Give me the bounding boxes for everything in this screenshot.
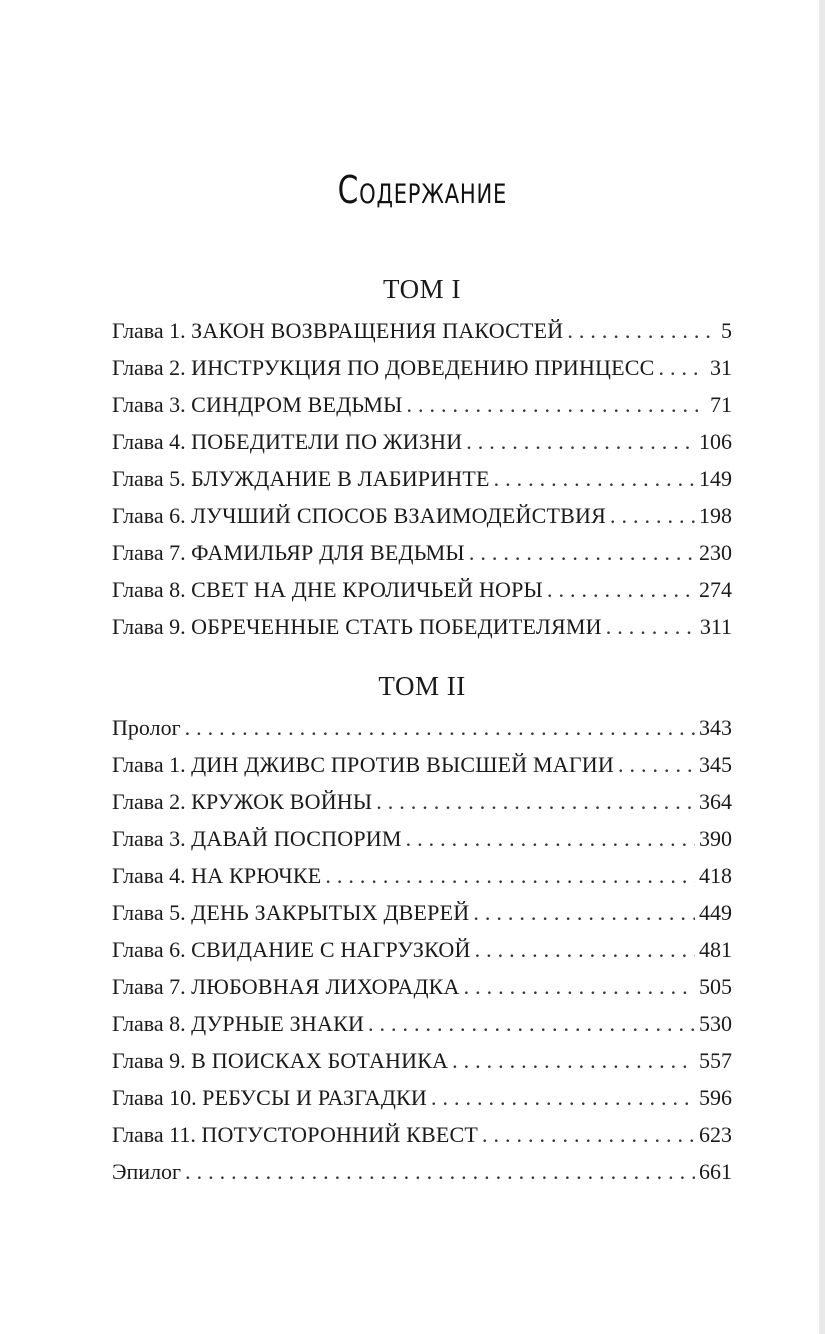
- dot-leader: [406, 820, 695, 857]
- entry-page: 230: [699, 540, 732, 565]
- entry-title: СВИДАНИЕ С НАГРУЗКОЙ: [191, 937, 471, 962]
- entry-title: ПОТУСТОРОННИЙ КВЕСТ: [201, 1122, 479, 1147]
- dot-leader: [610, 497, 695, 534]
- entry-label: Глава 5.: [112, 900, 186, 925]
- toc-entry[interactable]: [112, 349, 732, 386]
- entry-label: Глава 3.: [112, 826, 186, 851]
- entry-page: 390: [699, 826, 732, 851]
- toc-entry[interactable]: [112, 608, 732, 645]
- entry-label: Глава 8.: [112, 1011, 186, 1036]
- entry-title: ДИН ДЖИВС ПРОТИВ ВЫСШЕЙ МАГИИ: [191, 752, 614, 777]
- toc-entry[interactable]: [112, 1042, 732, 1079]
- dot-leader: [466, 423, 695, 460]
- entry-title: ПОБЕДИТЕЛИ ПО ЖИЗНИ: [191, 429, 463, 454]
- dot-leader: [368, 1005, 695, 1042]
- entry-page: 71: [710, 392, 732, 417]
- toc-entry[interactable]: [112, 386, 732, 423]
- entry-title: ДЕНЬ ЗАКРЫТЫХ ДВЕРЕЙ: [191, 900, 470, 925]
- dot-leader: [618, 746, 695, 783]
- toc-entry[interactable]: [112, 1079, 732, 1116]
- entry-label: Глава 3.: [112, 392, 186, 417]
- toc-entry[interactable]: [112, 783, 732, 820]
- dot-leader: [547, 571, 695, 608]
- volume-1-title: ТОМ I: [383, 274, 461, 304]
- toc-entry[interactable]: [112, 1005, 732, 1042]
- entry-title: СВЕТ НА ДНЕ КРОЛИЧЬЕЙ НОРЫ: [191, 577, 543, 602]
- entry-title: ИНСТРУКЦИЯ ПО ДОВЕДЕНИЮ ПРИНЦЕСС: [191, 355, 655, 380]
- entry-page: 198: [699, 503, 732, 528]
- dot-leader: [469, 534, 695, 571]
- entry-page: 623: [699, 1122, 732, 1147]
- entry-title: НА КРЮЧКЕ: [191, 863, 322, 888]
- entry-page: 364: [699, 789, 732, 814]
- toc-entry[interactable]: [112, 497, 732, 534]
- dot-leader: [475, 931, 695, 968]
- entry-label: Глава 7.: [112, 974, 186, 999]
- entry-label: Глава 4.: [112, 863, 186, 888]
- entry-label: Глава 7.: [112, 540, 186, 565]
- entry-label: Глава 6.: [112, 503, 186, 528]
- page-edge: [819, 0, 825, 1334]
- toc-entry[interactable]: [112, 1153, 732, 1190]
- dot-leader: [473, 894, 695, 931]
- entry-label: Глава 5.: [112, 466, 186, 491]
- entry-page: 449: [699, 900, 732, 925]
- toc-entry[interactable]: [112, 894, 732, 931]
- toc-entry[interactable]: [112, 1116, 732, 1153]
- entry-page: 530: [699, 1011, 732, 1036]
- entry-label: Глава 1.: [112, 752, 186, 777]
- toc-entry[interactable]: [112, 857, 732, 894]
- entry-label: Глава 9.: [112, 614, 186, 639]
- toc-entry[interactable]: [112, 968, 732, 1005]
- dot-leader: [185, 709, 695, 746]
- dot-leader: [659, 349, 706, 386]
- entry-label: Глава 4.: [112, 429, 186, 454]
- entry-title: ОБРЕЧЕННЫЕ СТАТЬ ПОБЕДИТЕЛЯМИ: [191, 614, 602, 639]
- entry-label: Глава 11.: [112, 1122, 196, 1147]
- entry-label: Эпилог: [112, 1159, 182, 1184]
- toc-entry[interactable]: [112, 746, 732, 783]
- entry-title: ФАМИЛЬЯР ДЛЯ ВЕДЬМЫ: [191, 540, 465, 565]
- entry-page: 311: [699, 614, 732, 639]
- dot-leader: [431, 1079, 695, 1116]
- entry-label: Глава 6.: [112, 937, 186, 962]
- entry-label: Пролог: [112, 715, 181, 740]
- table-of-contents: [112, 266, 732, 1190]
- entry-page: 481: [699, 937, 732, 962]
- entry-page: 557: [699, 1048, 732, 1073]
- toc-entry[interactable]: [112, 460, 732, 497]
- dot-leader: [482, 1116, 695, 1153]
- toc-entry[interactable]: [112, 820, 732, 857]
- toc-entry[interactable]: [112, 534, 732, 571]
- entry-page: 505: [699, 974, 732, 999]
- toc-entry[interactable]: [112, 709, 732, 746]
- entry-label: Глава 8.: [112, 577, 186, 602]
- entry-label: Глава 10.: [112, 1085, 197, 1110]
- entry-title: РЕБУСЫ И РАЗГАДКИ: [202, 1085, 427, 1110]
- dot-leader: [464, 968, 695, 1005]
- dot-leader: [185, 1153, 695, 1190]
- entry-page: 106: [699, 429, 732, 454]
- entry-title: ЗАКОН ВОЗВРАЩЕНИЯ ПАКОСТЕЙ: [191, 318, 564, 343]
- entry-page: 5: [721, 318, 732, 343]
- entry-title: В ПОИСКАХ БОТАНИКА: [191, 1048, 449, 1073]
- entry-page: 274: [699, 577, 732, 602]
- entry-page: 149: [699, 466, 732, 491]
- entry-title: КРУЖОК ВОЙНЫ: [191, 789, 373, 814]
- page-title: Содержание: [337, 168, 508, 212]
- toc-entry[interactable]: [112, 931, 732, 968]
- entry-page: 343: [699, 715, 732, 740]
- entry-title: ДУРНЫЕ ЗНАКИ: [191, 1011, 365, 1036]
- dot-leader: [407, 386, 707, 423]
- dot-leader: [325, 857, 695, 894]
- entry-page: 661: [699, 1159, 732, 1184]
- entry-label: Глава 1.: [112, 318, 186, 343]
- dot-leader: [494, 460, 695, 497]
- toc-entry[interactable]: [112, 423, 732, 460]
- toc-entry[interactable]: [112, 312, 732, 349]
- entry-page: 596: [699, 1085, 732, 1110]
- entry-title: ДАВАЙ ПОСПОРИМ: [191, 826, 402, 851]
- dot-leader: [606, 608, 696, 645]
- entry-title: ЛЮБОВНАЯ ЛИХОРАДКА: [191, 974, 460, 999]
- entry-page: 418: [699, 863, 732, 888]
- volume-2-title: ТОМ II: [378, 671, 466, 701]
- entry-label: Глава 2.: [112, 355, 186, 380]
- entry-title: СИНДРОМ ВЕДЬМЫ: [191, 392, 403, 417]
- entry-title: ЛУЧШИЙ СПОСОБ ВЗАИМОДЕЙСТВИЯ: [191, 503, 606, 528]
- entry-page: 345: [699, 752, 732, 777]
- entry-label: Глава 9.: [112, 1048, 186, 1073]
- dot-leader: [567, 312, 717, 349]
- entry-label: Глава 2.: [112, 789, 186, 814]
- entry-page: 31: [710, 355, 732, 380]
- entry-title: БЛУЖДАНИЕ В ЛАБИРИНТЕ: [191, 466, 490, 491]
- dot-leader: [452, 1042, 695, 1079]
- toc-entry[interactable]: [112, 571, 732, 608]
- dot-leader: [376, 783, 695, 820]
